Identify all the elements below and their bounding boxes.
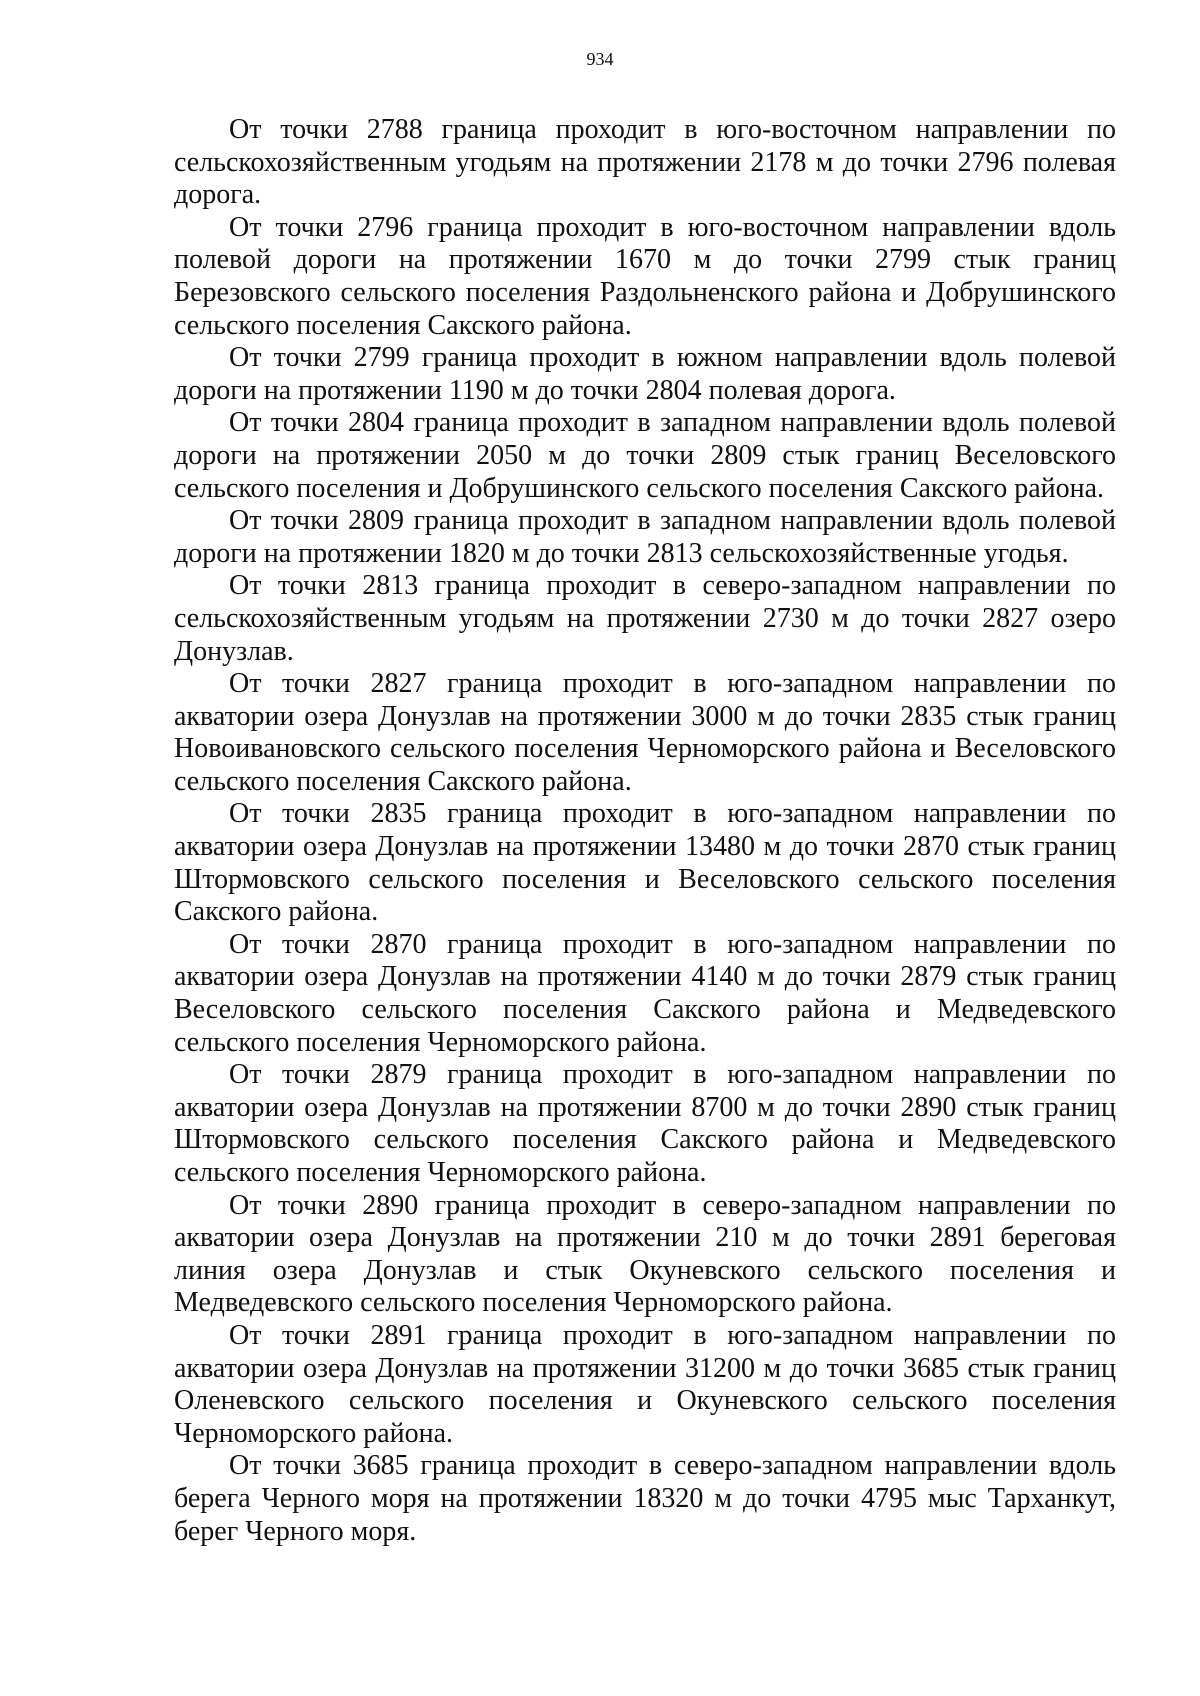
paragraph-11: От точки 2890 граница проходит в северо-западном направлении по акватории озера Донузлав на протяжении 210 м до точки 2891 береговая линия озера Донузлав и стык Окуневского сельского поселения и Медведевского сельского поселения Черноморского района. xyxy=(174,1189,1116,1319)
paragraph-5: От точки 2809 граница проходит в западном направлении вдоль полевой дороги на протяжении 1820 м до точки 2813 сельскохозяйственные угодья. xyxy=(174,505,1116,569)
page-number: 934 xyxy=(586,49,614,69)
paragraph-6: От точки 2813 граница проходит в северо-западном направлении по сельскохозяйственным угодьям на протяжении 2730 м до точки 2827 озеро Донузлав. xyxy=(174,570,1116,667)
paragraph-2: От точки 2796 граница проходит в юго-восточном направлении вдоль полевой дороги на протяжении 1670 м до точки 2799 стык границ Березовского сельского поселения Раздольненского района и Добрушинского сельского поселения Сакского района. xyxy=(174,211,1116,341)
paragraph-9: От точки 2870 граница проходит в юго-западном направлении по акватории озера Донузлав на протяжении 4140 м до точки 2879 стык границ Веселовского сельского поселения Сакского района и Медведевского сельского поселения Черноморского района. xyxy=(174,928,1116,1058)
paragraph-10: От точки 2879 граница проходит в юго-западном направлении по акватории озера Донузлав на протяжении 8700 м до точки 2890 стык границ Штормовского сельского поселения Сакского района и Медведевского сельского поселения Черноморского района. xyxy=(174,1059,1116,1188)
paragraph-3: От точки 2799 граница проходит в южном направлении вдоль полевой дороги на протяжении 1190 м до точки 2804 полевая дорога. xyxy=(174,342,1116,406)
paragraph-12: От точки 2891 граница проходит в юго-западном направлении по акватории озера Донузлав на протяжении 31200 м до точки 3685 стык границ Оленевского сельского поселения и Окуневского сельского поселения Черноморского района. xyxy=(174,1319,1116,1449)
paragraph-1: От точки 2788 граница проходит в юго-восточном направлении по сельскохозяйственным угодьям на протяжении 2178 м до точки 2796 полевая дорога. xyxy=(174,114,1116,211)
document-body xyxy=(174,114,1116,1548)
paragraph-8: От точки 2835 граница проходит в юго-западном направлении по акватории озера Донузлав на протяжении 13480 м до точки 2870 стык границ Штормовского сельского поселения и Веселовского сельского поселения Сакского района. xyxy=(174,798,1116,928)
paragraph-7: От точки 2827 граница проходит в юго-западном направлении по акватории озера Донузлав на протяжении 3000 м до точки 2835 стык границ Новоивановского сельского поселения Черноморского района и Веселовского сельского поселения Сакского района. xyxy=(174,668,1116,797)
paragraph-4: От точки 2804 граница проходит в западном направлении вдоль полевой дороги на протяжении 2050 м до точки 2809 стык границ Веселовского сельского поселения и Добрушинского сельского поселения Сакского района. xyxy=(174,407,1116,504)
paragraph-13: От точки 3685 граница проходит в северо-западном направлении вдоль берега Черного моря на протяжении 18320 м до точки 4795 мыс Тарханкут, берег Черного моря. xyxy=(174,1450,1116,1547)
